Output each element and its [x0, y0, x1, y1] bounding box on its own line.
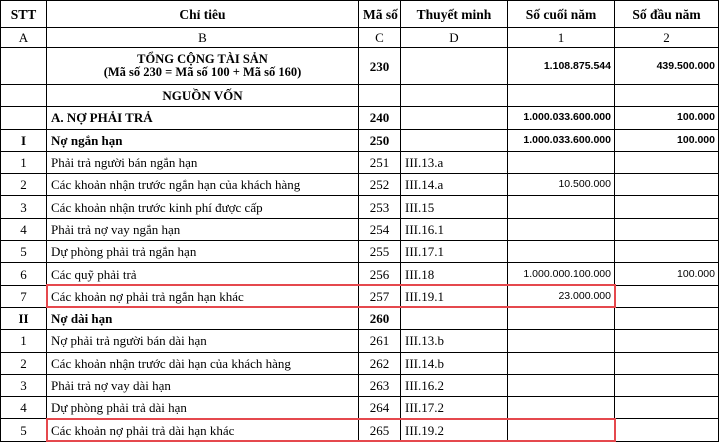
table-row — [1, 307, 719, 329]
row-chi-tieu: Các khoản nhận trước dài hạn của khách hàng — [47, 352, 359, 374]
header-chi-tieu: Chỉ tiêu — [47, 1, 359, 28]
row-so-cuoi-nam: 1.000.000.100.000 — [508, 263, 615, 285]
row-so-cuoi-nam — [508, 196, 615, 218]
row-chi-tieu: Các khoản nhận trước kinh phí được cấp — [47, 196, 359, 218]
row-so-dau-nam — [615, 374, 719, 396]
row-thuyet-minh: III.18 — [401, 263, 508, 285]
row-chi-tieu: Phải trả người bán ngắn hạn — [47, 151, 359, 173]
row-stt: I — [1, 129, 47, 151]
row-so-dau-nam — [615, 174, 719, 196]
row-chi-tieu: Nợ ngắn hạn — [47, 129, 359, 151]
row-thuyet-minh: III.15 — [401, 196, 508, 218]
row-ma-so: 240 — [359, 107, 401, 129]
section-empty-cell — [508, 85, 615, 107]
row-so-cuoi-nam — [508, 352, 615, 374]
row-stt: 7 — [1, 285, 47, 307]
row-thuyet-minh: III.19.2 — [401, 419, 508, 441]
total-thuyet-minh — [401, 48, 508, 85]
total-title-cell — [47, 48, 359, 85]
column-letter: 1 — [508, 28, 615, 48]
row-so-cuoi-nam — [508, 419, 615, 441]
row-ma-so: 252 — [359, 174, 401, 196]
row-stt: 6 — [1, 263, 47, 285]
row-so-cuoi-nam: 1.000.033.600.000 — [508, 107, 615, 129]
column-letter: A — [1, 28, 47, 48]
row-chi-tieu: Phải trả nợ vay dài hạn — [47, 374, 359, 396]
total-ma-so: 230 — [359, 48, 401, 85]
header-so-cuoi-nam: Số cuối năm — [508, 1, 615, 28]
row-thuyet-minh: III.14.b — [401, 352, 508, 374]
row-so-dau-nam: 100.000 — [615, 129, 719, 151]
table-row — [1, 419, 719, 441]
row-so-cuoi-nam — [508, 241, 615, 263]
row-chi-tieu: Phải trả nợ vay ngắn hạn — [47, 218, 359, 240]
column-letter: C — [359, 28, 401, 48]
row-chi-tieu: Các khoản nợ phải trả ngắn hạn khác — [47, 285, 359, 307]
table-row — [1, 129, 719, 151]
row-thuyet-minh: III.13.b — [401, 330, 508, 352]
table-row — [1, 352, 719, 374]
row-so-dau-nam — [615, 151, 719, 173]
header-ma-so: Mã số — [359, 1, 401, 28]
total-assets-row — [1, 48, 719, 85]
header-so-dau-nam: Số đầu năm — [615, 1, 719, 28]
row-so-cuoi-nam — [508, 218, 615, 240]
row-chi-tieu: A. NỢ PHẢI TRẢ — [47, 107, 359, 129]
row-thuyet-minh: III.14.a — [401, 174, 508, 196]
column-letter: B — [47, 28, 359, 48]
row-chi-tieu: Các khoản nợ phải trả dài hạn khác — [47, 419, 359, 441]
row-stt: II — [1, 307, 47, 329]
row-ma-so: 254 — [359, 218, 401, 240]
row-so-dau-nam: 100.000 — [615, 107, 719, 129]
total-stt-cell — [1, 48, 47, 85]
row-chi-tieu: Dự phòng phải trả ngắn hạn — [47, 241, 359, 263]
row-so-cuoi-nam: 10.500.000 — [508, 174, 615, 196]
row-ma-so: 261 — [359, 330, 401, 352]
section-empty-cell — [401, 85, 508, 107]
row-stt: 2 — [1, 174, 47, 196]
row-thuyet-minh: III.16.1 — [401, 218, 508, 240]
row-chi-tieu: Các khoản nhận trước ngắn hạn của khách hàng — [47, 174, 359, 196]
column-letter: D — [401, 28, 508, 48]
row-thuyet-minh: III.13.a — [401, 151, 508, 173]
row-ma-so: 263 — [359, 374, 401, 396]
section-empty-cell — [359, 85, 401, 107]
row-ma-so: 250 — [359, 129, 401, 151]
total-title-line1: TỔNG CỘNG TÀI SẢN — [137, 52, 268, 66]
table-row — [1, 196, 719, 218]
row-thuyet-minh — [401, 307, 508, 329]
row-stt: 3 — [1, 374, 47, 396]
total-title-line2: (Mã số 230 = Mã số 100 + Mã số 160) — [103, 65, 302, 79]
row-ma-so: 253 — [359, 196, 401, 218]
table-row — [1, 174, 719, 196]
row-ma-so: 264 — [359, 397, 401, 419]
row-thuyet-minh: III.19.1 — [401, 285, 508, 307]
row-so-cuoi-nam — [508, 330, 615, 352]
header-thuyet-minh: Thuyết minh — [401, 1, 508, 28]
row-so-cuoi-nam — [508, 374, 615, 396]
row-so-dau-nam — [615, 218, 719, 240]
row-so-cuoi-nam — [508, 151, 615, 173]
row-thuyet-minh: III.17.2 — [401, 397, 508, 419]
table-row — [1, 374, 719, 396]
row-stt: 4 — [1, 218, 47, 240]
row-so-cuoi-nam — [508, 307, 615, 329]
table-row — [1, 397, 719, 419]
row-stt: 5 — [1, 241, 47, 263]
row-stt: 1 — [1, 330, 47, 352]
table-row — [1, 285, 719, 307]
table-row — [1, 151, 719, 173]
row-ma-so: 251 — [359, 151, 401, 173]
row-so-dau-nam — [615, 196, 719, 218]
row-thuyet-minh: III.16.2 — [401, 374, 508, 396]
row-so-cuoi-nam: 1.000.033.600.000 — [508, 129, 615, 151]
row-thuyet-minh: III.17.1 — [401, 241, 508, 263]
header-stt: STT — [1, 1, 47, 28]
total-so-dau-nam: 439.500.000 — [615, 48, 719, 85]
row-so-dau-nam: 100.000 — [615, 263, 719, 285]
table-row — [1, 241, 719, 263]
table-row — [1, 218, 719, 240]
row-thuyet-minh — [401, 129, 508, 151]
total-so-cuoi-nam: 1.108.875.544 — [508, 48, 615, 85]
row-thuyet-minh — [401, 107, 508, 129]
table-row — [1, 263, 719, 285]
row-ma-so: 255 — [359, 241, 401, 263]
row-chi-tieu: Dự phòng phải trả dài hạn — [47, 397, 359, 419]
table-row — [1, 330, 719, 352]
row-stt: 3 — [1, 196, 47, 218]
row-chi-tieu: Các quỹ phải trả — [47, 263, 359, 285]
section-stt-cell — [1, 85, 47, 107]
row-ma-so: 260 — [359, 307, 401, 329]
row-chi-tieu: Nợ phải trả người bán dài hạn — [47, 330, 359, 352]
column-letter-row — [1, 28, 719, 48]
row-stt: 4 — [1, 397, 47, 419]
row-chi-tieu: Nợ dài hạn — [47, 307, 359, 329]
row-stt: 1 — [1, 151, 47, 173]
row-so-dau-nam — [615, 285, 719, 307]
section-row — [1, 85, 719, 107]
row-so-cuoi-nam — [508, 397, 615, 419]
row-so-dau-nam — [615, 352, 719, 374]
row-so-dau-nam — [615, 419, 719, 441]
header-row — [1, 1, 719, 28]
row-stt — [1, 107, 47, 129]
table-row — [1, 107, 719, 129]
row-so-dau-nam — [615, 307, 719, 329]
row-so-cuoi-nam: 23.000.000 — [508, 285, 615, 307]
row-stt: 5 — [1, 419, 47, 441]
row-so-dau-nam — [615, 330, 719, 352]
row-ma-so: 257 — [359, 285, 401, 307]
row-ma-so: 265 — [359, 419, 401, 441]
row-ma-so: 256 — [359, 263, 401, 285]
section-title: NGUỒN VỐN — [47, 85, 359, 107]
row-ma-so: 262 — [359, 352, 401, 374]
row-so-dau-nam — [615, 241, 719, 263]
row-stt: 2 — [1, 352, 47, 374]
section-empty-cell — [615, 85, 719, 107]
column-letter: 2 — [615, 28, 719, 48]
row-so-dau-nam — [615, 397, 719, 419]
